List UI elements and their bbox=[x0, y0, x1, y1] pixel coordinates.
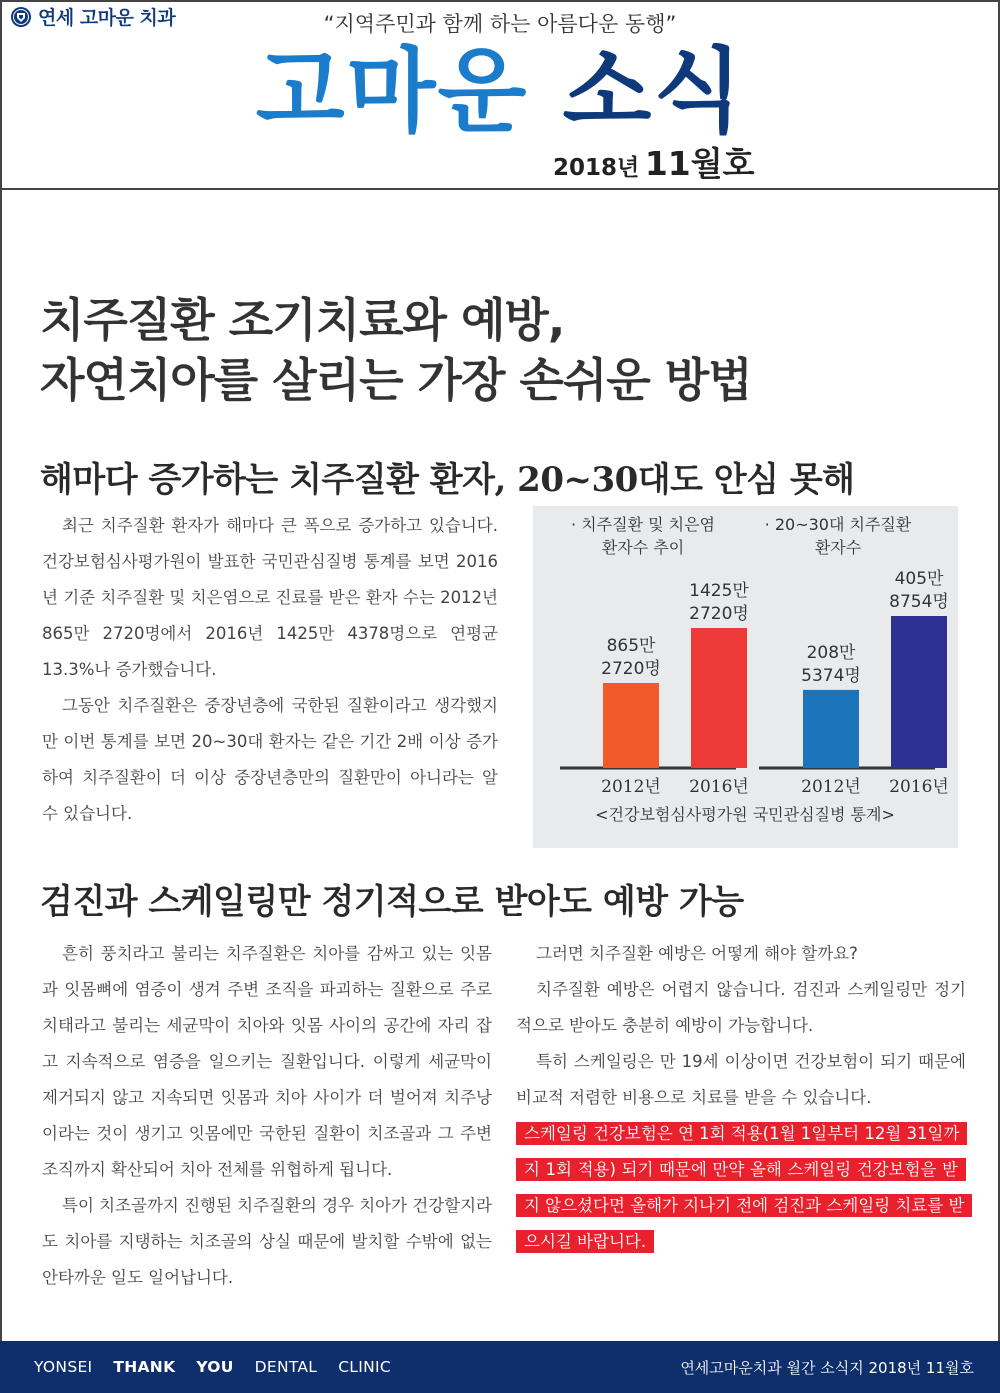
chart-data-label: 1425만 bbox=[689, 581, 749, 601]
chart-data-label: 865만 bbox=[606, 636, 656, 657]
chart-tick-label: 2012년 bbox=[801, 777, 861, 797]
bar-chart-svg bbox=[533, 506, 958, 848]
logo-text: 연세 고마운 치과 bbox=[38, 7, 176, 29]
chart-bar bbox=[603, 683, 659, 768]
chart-tick-label: 2016년 bbox=[889, 777, 949, 797]
footer-clinic-name bbox=[34, 1358, 407, 1376]
footer-word: YONSEI bbox=[34, 1358, 93, 1376]
issue-month: 11월호 bbox=[644, 144, 755, 183]
section2-left-body bbox=[42, 936, 492, 1296]
masthead-part2: 소식 bbox=[562, 38, 745, 145]
chart-data-label: 208만 bbox=[806, 642, 856, 663]
section1-body bbox=[42, 508, 498, 832]
chart-group-title: 환자수 추이 bbox=[601, 538, 685, 557]
section2-title: 검진과 스케일링만 정기적으로 받아도 예방 가능 bbox=[40, 882, 744, 922]
main-headline bbox=[40, 290, 752, 410]
section1-paragraph: 그동안 치주질환은 중장년층에 국한된 질환이라고 생각했지만 이번 통계를 보면 20~30대 환자는 같은 기간 2배 이상 증가하여 치주질환이 더 이상 중장년층만의 질환만이 아니라는 알 수 있습니다. bbox=[42, 696, 498, 823]
masthead-part1: 고마운 bbox=[255, 38, 529, 145]
chart-bar bbox=[803, 690, 859, 768]
chart-group-title: · 20~30대 치주질환 bbox=[764, 515, 912, 534]
chart-bar bbox=[691, 628, 747, 768]
slogan: “지역주민과 함께 하는 아름다운 동행” bbox=[323, 12, 677, 36]
section1-title: 해마다 증가하는 치주질환 환자, 20~30대도 안심 못해 bbox=[40, 460, 855, 500]
scaling-insurance-highlight: 스케일링 건강보험은 연 1회 적용(1월 1일부터 12월 31일까지 1회 적용) 되기 때문에 만약 올해 스케일링 건강보험을 받지 않으셨다면 올해가 지나기 전에 검진과 스케일링 치료를 받으시길 바랍니다. bbox=[516, 1122, 972, 1253]
footer-word: CLINIC bbox=[338, 1358, 392, 1376]
newsletter-header bbox=[0, 0, 1000, 190]
section2-paragraph: 그러면 치주질환 예방은 어떻게 해야 할까요? bbox=[536, 944, 858, 963]
section2-paragraph: 특이 치조골까지 진행된 치주질환의 경우 치아가 건강할지라도 치아를 지탱하는 치조골의 상실 때문에 발치할 수밖에 없는 안타까운 일도 일어납니다. bbox=[42, 1196, 492, 1287]
chart-data-label: 8754명 bbox=[889, 592, 949, 612]
section1-paragraph: 최근 치주질환 환자가 해마다 큰 폭으로 증가하고 있습니다. 건강보험심사평가원이 발표한 국민관심질병 통계를 보면 2016년 기준 치주질환 및 치은염으로 진료를 받은 환자 수는 2012년 865만 2720명에서 2016년 1425만 4378명으로 연평균 13.3%나 증가했습니다. bbox=[42, 516, 498, 679]
issue-label bbox=[553, 138, 755, 185]
footer-word: THANK bbox=[113, 1358, 176, 1376]
chart-group-title: 환자수 bbox=[814, 538, 862, 557]
chart-tick-label: 2016년 bbox=[689, 777, 749, 797]
section2-paragraph: 특히 스케일링은 만 19세 이상이면 건강보험이 되기 때문에 비교적 저렴한 비용으로 치료를 받을 수 있습니다. bbox=[516, 1052, 966, 1107]
chart-source-label: <건강보험심사평가원 국민관심질병 통계> bbox=[595, 805, 895, 824]
patient-count-chart bbox=[533, 506, 958, 848]
footer-word: YOU bbox=[196, 1358, 234, 1376]
chart-bar bbox=[891, 616, 947, 768]
footer-bar bbox=[0, 1341, 1000, 1393]
issue-year: 2018년 bbox=[553, 155, 640, 181]
chart-data-label: 2720명 bbox=[601, 659, 661, 680]
headline-line1: 치주질환 조기치료와 예방, bbox=[40, 293, 565, 347]
chart-tick-label: 2012년 bbox=[601, 777, 661, 797]
chart-data-label: 2720명 bbox=[689, 604, 749, 624]
chart-group-title: · 치주질환 및 치은염 bbox=[571, 515, 715, 534]
headline-line2: 자연치아를 살리는 가장 손쉬운 방법 bbox=[40, 353, 752, 407]
section2-right-body bbox=[516, 936, 966, 1260]
chart-data-label: 5374명 bbox=[801, 665, 861, 686]
section2-paragraph: 치주질환 예방은 어렵지 않습니다. 검진과 스케일링만 정기적으로 받아도 충분히 예방이 가능합니다. bbox=[516, 980, 966, 1035]
chart-data-label: 405만 bbox=[894, 569, 944, 589]
section2-paragraph: 흔히 풍치라고 불리는 치주질환은 치아를 감싸고 있는 잇몸과 잇몸뼈에 염증이 생겨 주변 조직을 파괴하는 질환으로 주로 치태라고 불리는 세균막이 치아와 잇몸 사이의 공간에 자리 잡고 지속적으로 염증을 일으키는 질환입니다. 이렇게 세균막이 제거되지 않고 지속되면 잇몸과 치아 사이가 더 벌어져 치주낭이라는 것이 생기고 잇몸에만 국한된 질환이 치조골과 그 주변 조직까지 확산되어 치아 전체를 위협하게 됩니다. bbox=[42, 944, 492, 1179]
highlight-block bbox=[516, 1116, 966, 1260]
footer-issue-text: 연세고마운치과 월간 소식지 2018년 11월호 bbox=[680, 1358, 974, 1377]
masthead-title bbox=[0, 38, 1000, 145]
footer-word: DENTAL bbox=[254, 1358, 318, 1376]
